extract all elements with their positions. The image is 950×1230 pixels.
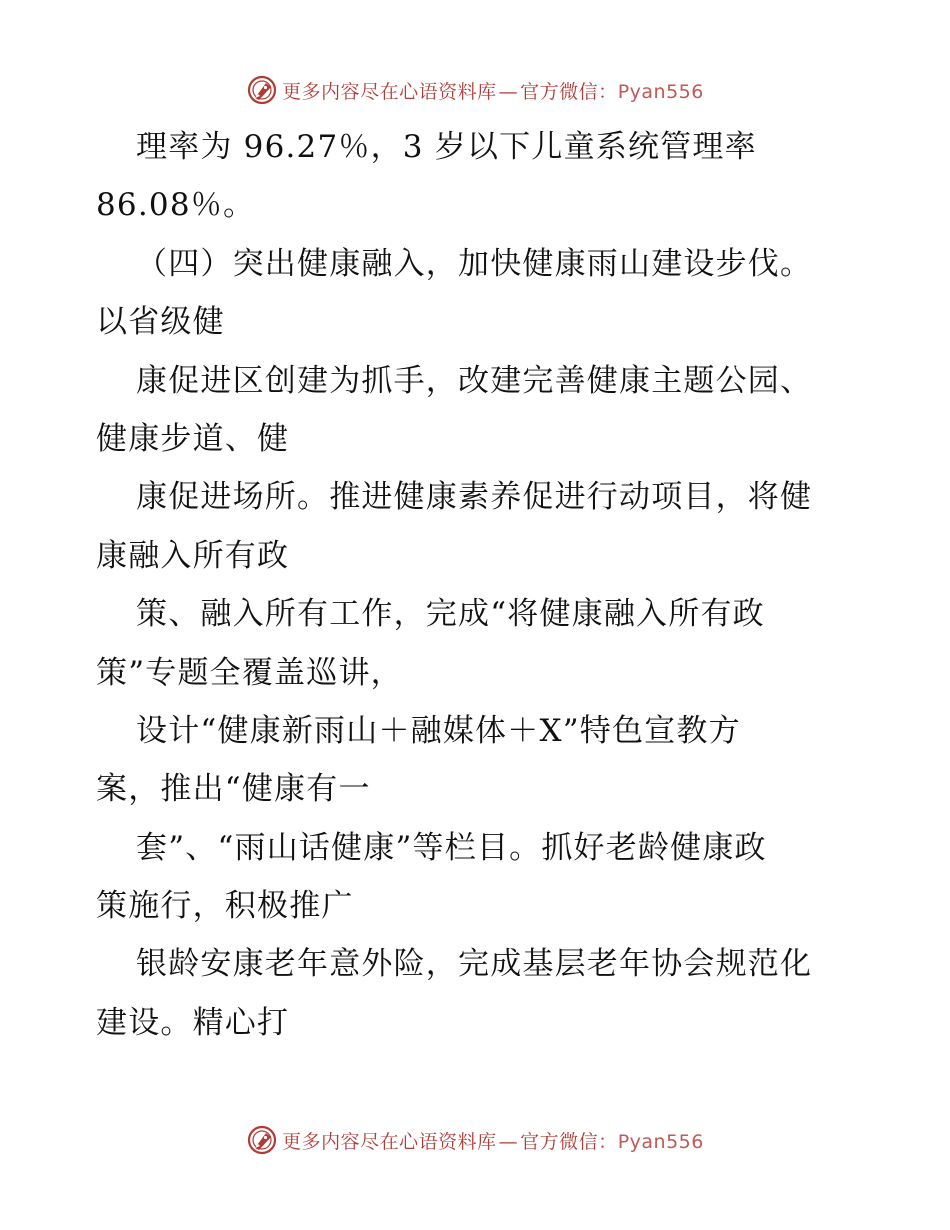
text-line: 理率为 96.27％，3 岁以下儿童系统管理率 xyxy=(136,129,757,165)
text-line: 策”专题全覆盖巡讲， xyxy=(96,654,403,691)
banner-label: 官方微信： xyxy=(520,1130,618,1153)
text-line: 86.08％。 xyxy=(96,187,256,224)
banner-account: Pyan556 xyxy=(617,1130,704,1153)
text-line: 设计“健康新雨山＋融媒体＋X”特色宣教方 xyxy=(136,712,741,749)
text-line: 康融入所有政 xyxy=(96,537,290,574)
pen-nib-circle-icon xyxy=(246,1124,278,1156)
pen-nib-circle-icon xyxy=(246,74,278,106)
banner-text xyxy=(282,77,704,104)
text-line: 策施行，积极推广 xyxy=(96,888,354,925)
banner-account: Pyan556 xyxy=(617,80,704,103)
text-line: 以省级健 xyxy=(96,304,225,341)
banner-site-name: 更多内容尽在心语资料库 xyxy=(282,80,497,103)
text-line: 策、融入所有工作，完成“将健康融入所有政 xyxy=(136,596,765,633)
text-line: 健康步道、健 xyxy=(96,420,290,457)
document-body xyxy=(96,118,866,1052)
text-line: 套”、“雨山话健康”等栏目。抓好老龄健康政 xyxy=(136,829,767,866)
text-line: 建设。精心打 xyxy=(96,1004,290,1041)
text-line: 案，推出“健康有一 xyxy=(96,771,371,808)
text-line: 康促进区创建为抓手，改建完善健康主题公园、 xyxy=(136,362,813,399)
banner-text xyxy=(282,1127,704,1154)
banner-separator: — xyxy=(498,1130,519,1153)
banner-label: 官方微信： xyxy=(520,80,618,103)
section-heading-line: （四）突出健康融入，加快健康雨山建设步伐。 xyxy=(136,245,813,282)
footer-banner xyxy=(0,1120,950,1160)
header-banner xyxy=(0,70,950,110)
text-line: 康促进场所。推进健康素养促进行动项目，将健 xyxy=(136,479,813,516)
banner-site-name: 更多内容尽在心语资料库 xyxy=(282,1130,497,1153)
banner-separator: — xyxy=(498,80,519,103)
text-line: 银龄安康老年意外险，完成基层老年协会规范化 xyxy=(136,946,813,983)
